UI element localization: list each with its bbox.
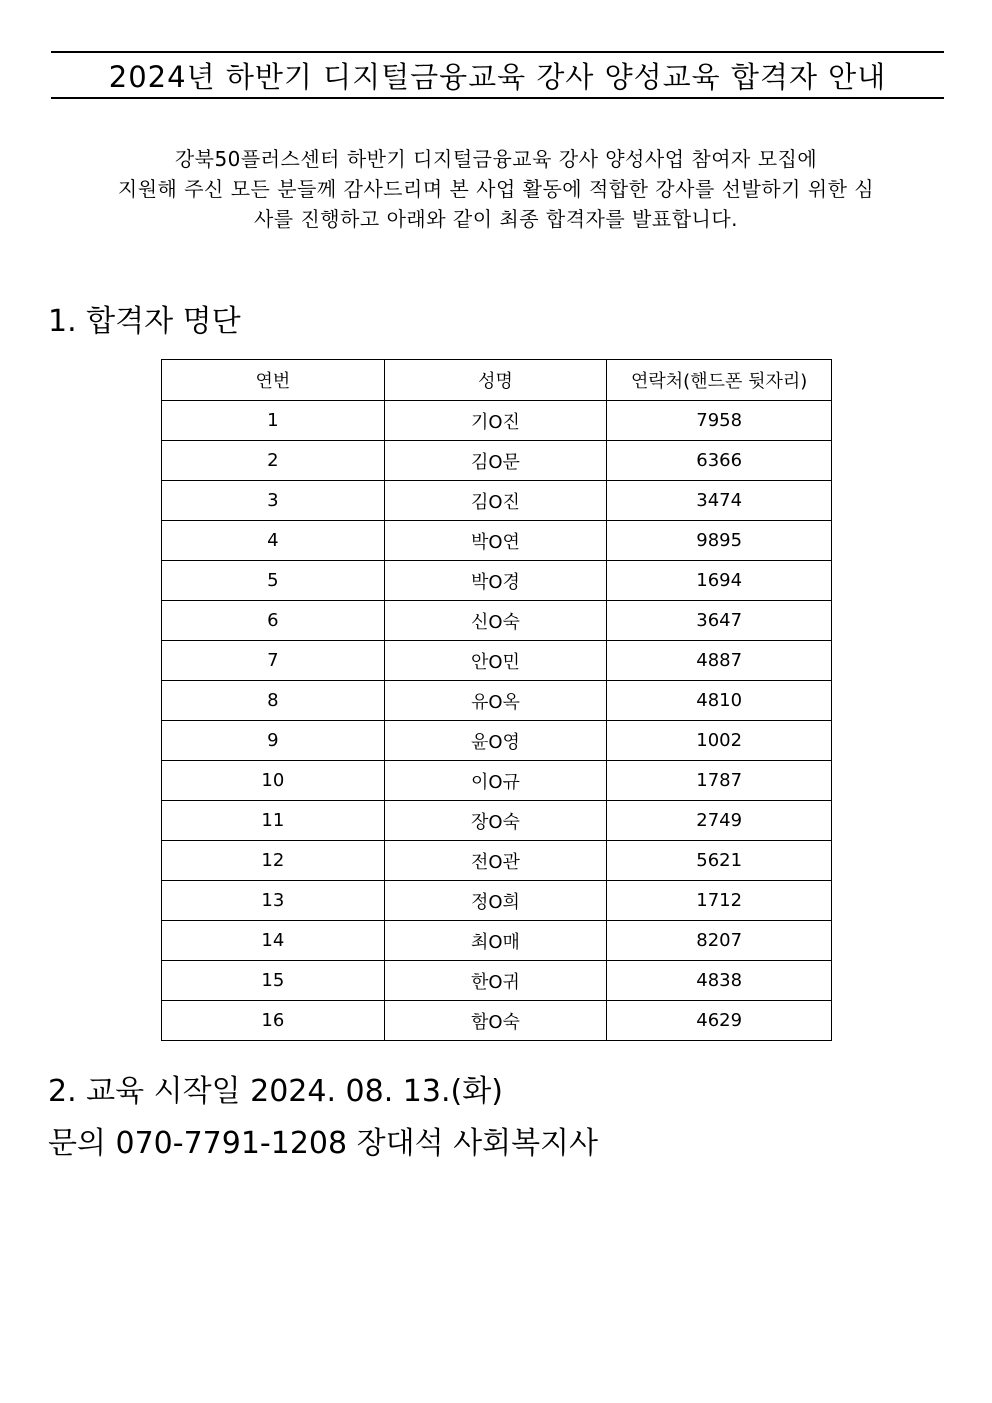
table-row xyxy=(162,641,832,681)
row-phone-cell: 5621 xyxy=(607,841,832,881)
row-phone-cell: 9895 xyxy=(607,521,832,561)
row-phone-cell: 1787 xyxy=(607,761,832,801)
section-heading-roster: 1. 합격자 명단 xyxy=(48,304,241,339)
title-bar xyxy=(51,51,944,99)
intro-line: 강북50플러스센터 하반기 디지털금융교육 강사 양성사업 참여자 모집에 xyxy=(174,147,818,171)
table-row xyxy=(162,401,832,441)
row-phone-cell: 4810 xyxy=(607,681,832,721)
row-number-cell: 15 xyxy=(162,961,385,1001)
row-name-cell: 최O매 xyxy=(384,921,607,961)
table-row xyxy=(162,801,832,841)
table-row xyxy=(162,441,832,481)
row-phone-cell: 1002 xyxy=(607,721,832,761)
row-number-cell: 16 xyxy=(162,1001,385,1041)
row-name-cell: 윤O영 xyxy=(384,721,607,761)
table-row xyxy=(162,761,832,801)
row-phone-cell: 4887 xyxy=(607,641,832,681)
row-name-cell: 신O숙 xyxy=(384,601,607,641)
row-number-cell: 7 xyxy=(162,641,385,681)
row-phone-cell: 1712 xyxy=(607,881,832,921)
row-number-cell: 2 xyxy=(162,441,385,481)
row-phone-cell: 6366 xyxy=(607,441,832,481)
table-row xyxy=(162,721,832,761)
intro-paragraph xyxy=(60,144,932,234)
contact-info: 문의 070-7791-1208 장대석 사회복지사 xyxy=(48,1126,599,1161)
row-number-cell: 1 xyxy=(162,401,385,441)
row-number-cell: 5 xyxy=(162,561,385,601)
row-name-cell: 박O경 xyxy=(384,561,607,601)
column-header-name: 성명 xyxy=(384,360,607,401)
row-name-cell: 유O옥 xyxy=(384,681,607,721)
row-name-cell: 이O규 xyxy=(384,761,607,801)
table-row xyxy=(162,881,832,921)
table-row xyxy=(162,921,832,961)
column-header-phone: 연락처(핸드폰 뒷자리) xyxy=(607,360,832,401)
table-row xyxy=(162,961,832,1001)
row-phone-cell: 3474 xyxy=(607,481,832,521)
table-header-row xyxy=(162,360,832,401)
intro-line: 지원해 주신 모든 분들께 감사드리며 본 사업 활동에 적합한 강사를 선발하기 위한 심 xyxy=(117,177,875,201)
row-number-cell: 4 xyxy=(162,521,385,561)
row-number-cell: 10 xyxy=(162,761,385,801)
column-header-number: 연번 xyxy=(162,360,385,401)
document-title: 2024년 하반기 디지털금융교육 강사 양성교육 합격자 안내 xyxy=(108,59,887,94)
intro-line: 사를 진행하고 아래와 같이 최종 합격자를 발표합니다. xyxy=(253,207,739,231)
row-name-cell: 김O문 xyxy=(384,441,607,481)
row-number-cell: 3 xyxy=(162,481,385,521)
table-row xyxy=(162,841,832,881)
row-number-cell: 6 xyxy=(162,601,385,641)
row-name-cell: 장O숙 xyxy=(384,801,607,841)
table-row xyxy=(162,481,832,521)
row-name-cell: 기O진 xyxy=(384,401,607,441)
row-number-cell: 14 xyxy=(162,921,385,961)
row-name-cell: 박O연 xyxy=(384,521,607,561)
row-number-cell: 9 xyxy=(162,721,385,761)
table-body xyxy=(162,401,832,1041)
row-name-cell: 안O민 xyxy=(384,641,607,681)
table-row xyxy=(162,521,832,561)
row-name-cell: 전O관 xyxy=(384,841,607,881)
row-name-cell: 한O귀 xyxy=(384,961,607,1001)
row-name-cell: 정O희 xyxy=(384,881,607,921)
row-number-cell: 13 xyxy=(162,881,385,921)
row-name-cell: 김O진 xyxy=(384,481,607,521)
row-phone-cell: 1694 xyxy=(607,561,832,601)
row-phone-cell: 3647 xyxy=(607,601,832,641)
row-number-cell: 11 xyxy=(162,801,385,841)
row-phone-cell: 8207 xyxy=(607,921,832,961)
row-name-cell: 함O숙 xyxy=(384,1001,607,1041)
row-phone-cell: 4838 xyxy=(607,961,832,1001)
section-heading-start-date: 2. 교육 시작일 2024. 08. 13.(화) xyxy=(48,1074,503,1109)
row-phone-cell: 7958 xyxy=(607,401,832,441)
row-phone-cell: 2749 xyxy=(607,801,832,841)
table-row xyxy=(162,561,832,601)
passer-table xyxy=(161,359,832,1041)
table-row xyxy=(162,681,832,721)
row-phone-cell: 4629 xyxy=(607,1001,832,1041)
table-row xyxy=(162,601,832,641)
row-number-cell: 8 xyxy=(162,681,385,721)
table-row xyxy=(162,1001,832,1041)
row-number-cell: 12 xyxy=(162,841,385,881)
